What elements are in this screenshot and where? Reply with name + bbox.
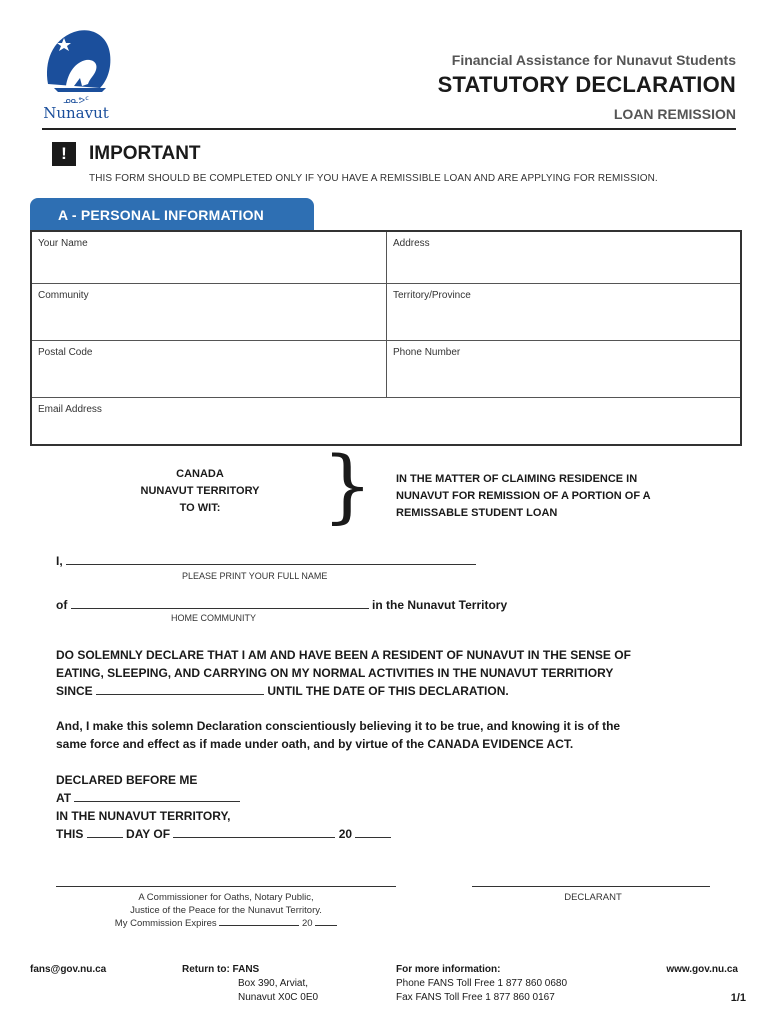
important-notice: THIS FORM SHOULD BE COMPLETED ONLY IF YOU HAVE A REMISSIBLE LOAN AND ARE APPLYING FOR REMISSION. xyxy=(89,173,658,184)
territory-province-field[interactable] xyxy=(387,284,742,340)
day-of-label: DAY OF xyxy=(126,827,171,841)
commissioner-signature-line[interactable] xyxy=(56,886,396,887)
territory-province-label: Territory/Province xyxy=(393,290,471,301)
email-address-label: Email Address xyxy=(38,404,102,415)
jurisdiction-line: NUNAVUT TERRITORY xyxy=(140,485,260,497)
form-subject: LOAN REMISSION xyxy=(613,106,736,122)
svg-text:ᓄᓇᕗᑦ: ᓄᓇᕗᑦ xyxy=(63,96,89,106)
year-prefix: 20 xyxy=(338,827,353,841)
conscience-line: And, I make this solemn Declaration conscientiously believing it to be true, and knowing it is of the xyxy=(56,719,621,733)
matter-line: REMISSABLE STUDENT LOAN xyxy=(396,507,558,519)
home-community-blank[interactable] xyxy=(71,597,369,609)
declared-before-block xyxy=(56,771,391,843)
declaration-line: EATING, SLEEPING, AND CARRYING ON MY NORMAL ACTIVITIES IN THE NUNAVUT TERRITIORY xyxy=(56,666,614,680)
your-name-field[interactable] xyxy=(32,232,386,283)
exclamation-icon: ! xyxy=(52,142,76,166)
conscience-statement xyxy=(56,717,736,753)
footer-email[interactable]: fans@gov.nu.ca xyxy=(30,964,107,975)
declared-before-label: DECLARED BEFORE ME xyxy=(56,773,198,787)
conscience-line: same force and effect as if made under oath, and by virtue of the CANADA EVIDENCE ACT. xyxy=(56,737,574,751)
declarant-signature-line[interactable] xyxy=(472,886,710,887)
jurisdiction-block xyxy=(120,466,280,517)
matter-line: IN THE MATTER OF CLAIMING RESIDENCE IN xyxy=(396,473,638,485)
phone-number-label: Phone Number xyxy=(393,347,461,358)
home-community-caption: HOME COMMUNITY xyxy=(171,613,256,623)
since-suffix: UNTIL THE DATE OF THIS DECLARATION. xyxy=(267,684,509,698)
brace-divider: } xyxy=(322,439,373,532)
year-blank[interactable] xyxy=(355,826,391,838)
commission-expiry-line xyxy=(56,917,396,930)
commission-year-prefix: 20 xyxy=(301,918,313,929)
matter-block xyxy=(396,471,716,522)
date-line xyxy=(56,825,391,843)
since-line xyxy=(56,682,736,700)
full-name-line xyxy=(56,553,476,568)
full-name-blank[interactable] xyxy=(66,553,476,565)
info-phone: Phone FANS Toll Free 1 877 860 0680 xyxy=(396,978,568,989)
at-label: AT xyxy=(56,791,72,805)
day-blank[interactable] xyxy=(87,826,123,838)
residency-declaration xyxy=(56,646,736,700)
header-divider xyxy=(42,128,736,130)
since-date-blank[interactable] xyxy=(96,683,264,695)
address-field[interactable] xyxy=(387,232,742,283)
of-prefix: of xyxy=(56,598,68,612)
territory-label: IN THE NUNAVUT TERRITORY, xyxy=(56,809,231,823)
nunavut-logo xyxy=(36,26,116,122)
of-suffix: in the Nunavut Territory xyxy=(372,598,508,612)
footer-info-block xyxy=(396,963,567,1005)
info-fax: Fax FANS Toll Free 1 877 860 0167 xyxy=(396,992,555,1003)
address-label: Address xyxy=(393,238,430,249)
at-location-blank[interactable] xyxy=(74,790,240,802)
full-name-caption: PLEASE PRINT YOUR FULL NAME xyxy=(182,571,328,581)
postal-code-label: Postal Code xyxy=(38,347,93,358)
email-address-field[interactable] xyxy=(32,398,742,444)
your-name-label: Your Name xyxy=(38,238,88,249)
declaration-line: DO SOLEMNLY DECLARE THAT I AM AND HAVE BEEN A RESIDENT OF NUNAVUT IN THE SENSE OF xyxy=(56,648,631,662)
community-label: Community xyxy=(38,290,89,301)
personal-info-grid xyxy=(30,230,742,446)
commission-year-blank[interactable] xyxy=(315,917,337,926)
form-title: STATUTORY DECLARATION xyxy=(437,72,736,97)
community-field[interactable] xyxy=(32,284,386,340)
return-address-line: Box 390, Arviat, xyxy=(238,978,309,989)
home-community-line xyxy=(56,597,507,612)
footer-website[interactable]: www.gov.nu.ca xyxy=(666,964,738,975)
section-a-header: A - PERSONAL INFORMATION xyxy=(30,198,314,230)
important-heading: IMPORTANT xyxy=(89,143,201,164)
nunavut-emblem-icon xyxy=(36,26,116,122)
i-prefix: I, xyxy=(56,554,63,568)
postal-code-field[interactable] xyxy=(32,341,386,397)
footer-return-block xyxy=(182,963,318,1005)
info-label: For more information: xyxy=(396,964,501,975)
phone-number-field[interactable] xyxy=(387,341,742,397)
jurisdiction-line: CANADA xyxy=(176,468,224,480)
commission-expiry-blank[interactable] xyxy=(219,917,299,926)
page-number: 1/1 xyxy=(730,992,746,1004)
this-label: THIS xyxy=(56,827,84,841)
at-line xyxy=(56,789,391,807)
commissioner-caption xyxy=(56,891,396,930)
since-prefix: SINCE xyxy=(56,684,93,698)
commissioner-title: Justice of the Peace for the Nunavut Territory. xyxy=(130,905,322,916)
return-label: Return to: FANS xyxy=(182,964,260,975)
jurisdiction-line: TO WIT: xyxy=(179,502,221,514)
return-address-line: Nunavut X0C 0E0 xyxy=(238,992,319,1003)
declarant-label: DECLARANT xyxy=(564,892,622,903)
svg-text:Nunavut: Nunavut xyxy=(43,104,109,122)
commission-expires-label: My Commission Expires xyxy=(114,918,217,929)
commissioner-title: A Commissioner for Oaths, Notary Public, xyxy=(138,892,314,903)
form-program-title: Financial Assistance for Nunavut Students xyxy=(451,52,736,68)
month-blank[interactable] xyxy=(173,826,335,838)
matter-line: NUNAVUT FOR REMISSION OF A PORTION OF A xyxy=(396,490,651,502)
